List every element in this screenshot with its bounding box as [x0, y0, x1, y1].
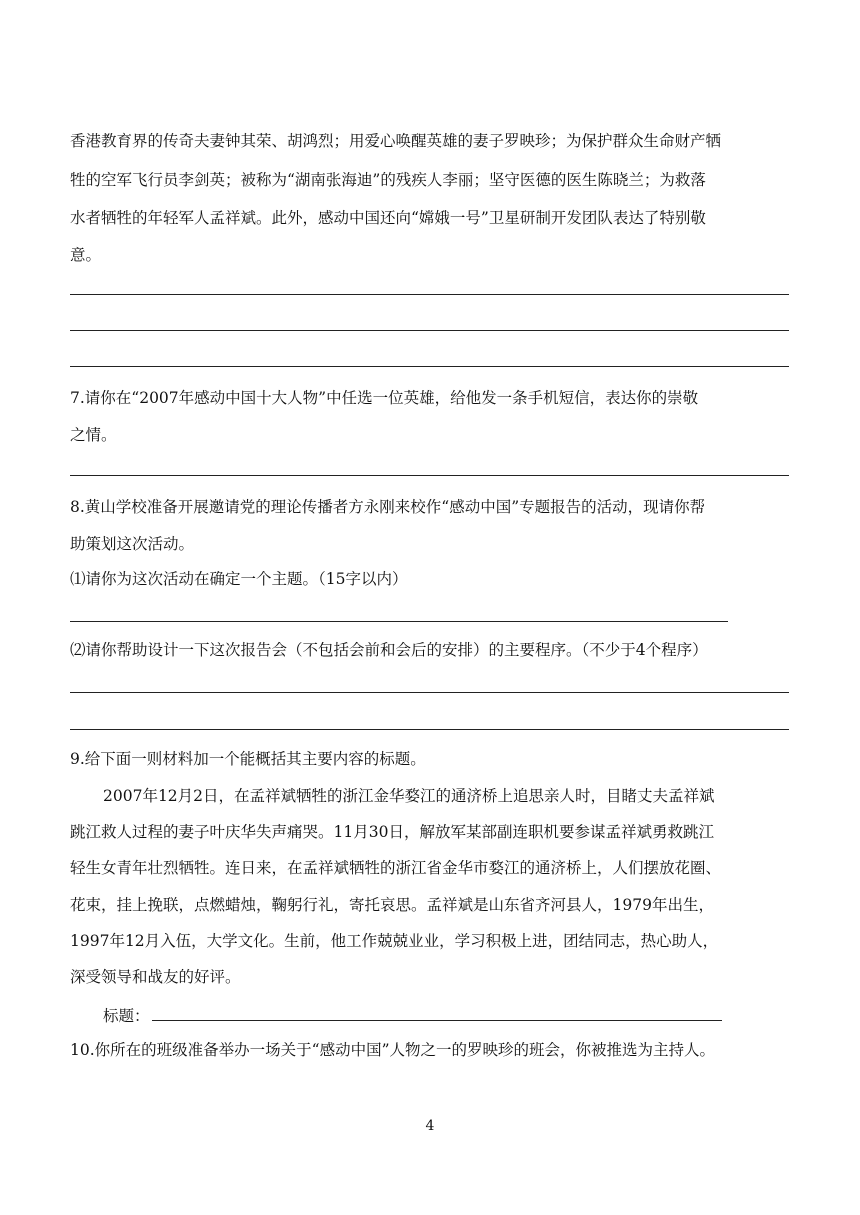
answer-line[interactable]	[70, 294, 789, 295]
question-7-text: 7.请你在“2007年感动中国十大人物”中任选一位英雄，给他发一条手机短信，表达你的崇敬	[70, 389, 699, 407]
material-line: 深受领导和战友的好评。	[70, 968, 241, 986]
passage-line: 水者牺牲的年轻军人孟祥斌。此外，感动中国还向“嫦娥一号”卫星研制开发团队表达了特别敬	[70, 209, 706, 227]
title-label: 标题：	[103, 1007, 150, 1025]
material-line: 轻生女青年壮烈牺牲。连日来，在孟祥斌牺牲的浙江省金华市婺江的通济桥上，人们摆放花圈、	[70, 859, 722, 877]
answer-line[interactable]	[70, 475, 789, 476]
question-8-sub2: ⑵请你帮助设计一下这次报告会（不包括会前和会后的安排）的主要程序。（不少于4个程序）	[70, 641, 708, 659]
page-number: 4	[425, 1118, 435, 1134]
material-line: 跳江救人过程的妻子叶庆华失声痛哭。11月30日，解放军某部副连职机要参谋孟祥斌勇救跳江	[70, 823, 714, 841]
question-9-text: 9.给下面一则材料加一个能概括其主要内容的标题。	[70, 750, 426, 768]
answer-line[interactable]	[70, 692, 789, 693]
title-field-row	[103, 1004, 793, 1026]
passage-line: 意。	[70, 246, 102, 264]
question-8-text: 助策划这次活动。	[70, 535, 195, 553]
material-line: 1997年12月入伍，大学文化。生前，他工作兢兢业业，学习积极上进，团结同志，热心助人，	[70, 932, 719, 950]
question-8-text: 8.黄山学校准备开展邀请党的理论传播者方永刚来校作“感动中国”专题报告的活动，现请你帮	[70, 498, 706, 516]
question-10-text: 10.你所在的班级准备举办一场关于“感动中国”人物之一的罗映珍的班会，你被推选为主持人。	[70, 1041, 716, 1059]
answer-line[interactable]	[70, 330, 789, 331]
material-line: 2007年12月2日，在孟祥斌牺牲的浙江金华婺江的通济桥上追思亲人时，目睹丈夫孟祥斌	[103, 787, 715, 805]
question-8-sub1: ⑴请你为这次活动在确定一个主题。（15字以内）	[70, 570, 408, 588]
passage-line: 牲的空军飞行员李剑英；被称为“湖南张海迪”的残疾人李丽；坚守医德的医生陈晓兰；为救落	[70, 171, 706, 189]
answer-line[interactable]	[70, 729, 789, 730]
passage-line: 香港教育界的传奇夫妻钟其荣、胡鸿烈；用爱心唤醒英雄的妻子罗映珍；为保护群众生命财产牺	[70, 132, 722, 150]
material-line: 花束，挂上挽联，点燃蜡烛，鞠躬行礼，寄托哀思。孟祥斌是山东省齐河县人，1979年出生，	[70, 896, 714, 914]
question-7-text: 之情。	[70, 426, 117, 444]
answer-line[interactable]	[70, 366, 789, 367]
title-answer-line[interactable]	[152, 1004, 722, 1021]
answer-line[interactable]	[70, 621, 728, 622]
